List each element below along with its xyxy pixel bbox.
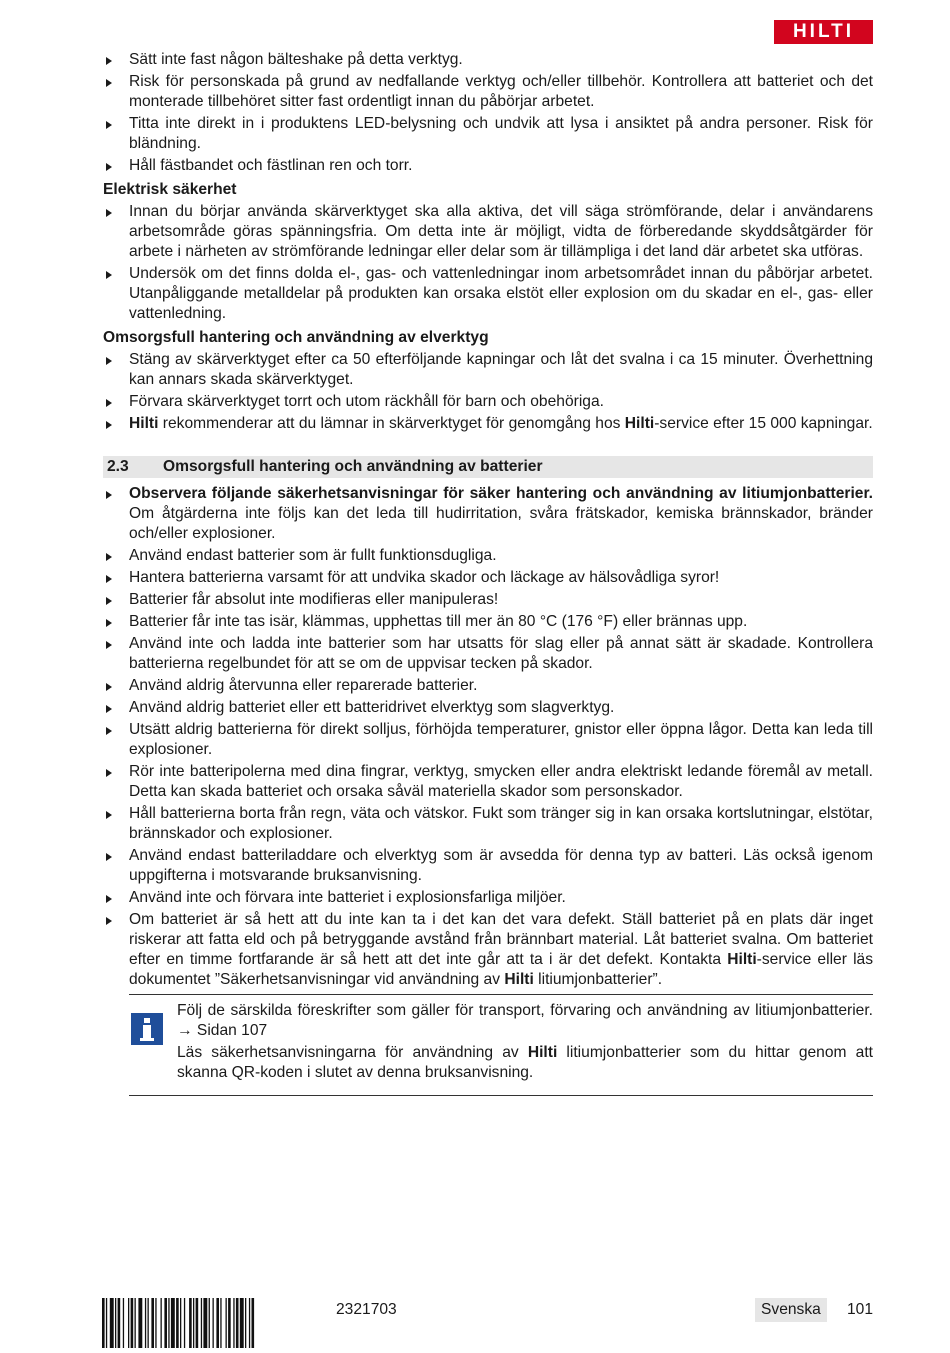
electrical-safety-heading: Elektrisk säkerhet [103, 181, 237, 198]
list-item: Hantera batterierna varsamt för att undvika skador och läckage av hälsovådliga syror! [103, 568, 873, 588]
info-note [129, 994, 873, 1096]
list-item: Stäng av skärverktyget efter ca 50 efterföljande kapningar och låt det svalna i ca 15 minuter. Överhettning kan annars skada skärverktyget. [103, 350, 873, 390]
list-item: Sätt inte fast någon bälteshake på detta verktyg. [103, 50, 873, 70]
battery-list [103, 484, 873, 990]
list-item: Använd inte och förvara inte batteriet i explosionsfarliga miljöer. [103, 888, 873, 908]
list-item-text: -service eller läs dokumentet ”Säkerhetsanvisningar vid användning av [129, 951, 873, 988]
electrical-list [103, 202, 873, 324]
list-item-text: Om batteriet är så hett att du inte kan ta i det kan det vara defekt. Ställ batteriet på en plats där inget riskerar att fatta eld och på betryggande avstånd från brännbart material. Låt batteriet svalna. Om batteriet efter en timme fortfarande är så hett att det inte går att ta i är det defekt. Kontakta [129, 911, 873, 968]
list-item: Undersök om det finns dolda el-, gas- och vattenledningar inom arbetsområdet innan du påbörjar arbetet. Utanpåliggande metalldelar på produkten kan orsaka elstöt eller explosion om du skadar en el-, gas- eller vattenledning. [103, 264, 873, 324]
list-item-bold: Observera följande säkerhetsanvisningar för säker hantering och användning av litiumjonbatterier. [129, 485, 873, 502]
list-item: Använd aldrig batteriet eller ett batteridrivet elverktyg som slagverktyg. [103, 698, 873, 718]
list-item-text: rekommenderar att du lämnar in skärverktyget för genomgång hos [158, 415, 625, 432]
list-item: Håll fästbandet och fästlinan ren och torr. [103, 156, 873, 176]
section-number: 2.3 [107, 458, 129, 475]
list-item: Batterier får absolut inte modifieras eller manipuleras! [103, 590, 873, 610]
section-title: Omsorgsfull hantering och användning av batterier [163, 458, 543, 475]
page-number: 101 [846, 1301, 873, 1318]
list-item: Titta inte direkt in i produktens LED-belysning och undvik att lysa i ansiktet på andra personer. Risk för bländning. [103, 114, 873, 154]
brand-name: Hilti [527, 1044, 558, 1061]
list-item: Använd endast batteriladdare och elverktyg som är avsedda för denna typ av batteri. Läs också igenom uppgifterna i motsvarande bruksanvisning. [103, 846, 873, 886]
list-item-text: -service efter 15 000 kapningar. [654, 415, 873, 432]
hilti-logo: HILTI [774, 20, 873, 44]
list-item: Använd aldrig återvunna eller reparerade batterier. [103, 676, 873, 696]
barcode [100, 1298, 320, 1348]
list-item: Håll batterierna borta från regn, väta och vätskor. Fukt som tränger sig in kan orsaka kortslutningar, elstötar, brännskador och explosioner. [103, 804, 873, 844]
list-item: Batterier får inte tas isär, klämmas, upphettas till mer än 80 °C (176 °F) eller brännas upp. [103, 612, 873, 632]
note-line: Läs säkerhetsanvisningarna för användning av Hilti litiumjonbatterier som du hittar genom att skanna QR-koden i slutet av denna bruksanvisning. [177, 1044, 873, 1081]
brand-name: Hilti [727, 951, 757, 968]
tool-care-list [103, 350, 873, 434]
list-item-text: Om åtgärderna inte följs kan det leda till hudirritation, svåra frätskador, kemiska brännskador, bränder och/eller explosioner. [129, 505, 873, 542]
list-item: Använd endast batterier som är fullt funktionsdugliga. [103, 546, 873, 566]
list-item: Använd inte och ladda inte batterier som har utsatts för slag eller på annat sätt är skadade. Kontrollera batterierna regelbundet för att se om de uppvisar tecken på skador. [103, 634, 873, 674]
info-icon [131, 1013, 163, 1045]
brand-name: Hilti [129, 415, 159, 432]
page-footer [100, 1298, 873, 1348]
list-item: Förvara skärverktyget torrt och utom räckhåll för barn och obehöriga. [103, 392, 873, 412]
list-item-text: litiumjonbatterier”. [533, 971, 663, 988]
list-item [103, 414, 873, 434]
section-header [103, 456, 873, 478]
list-item: Utsätt aldrig batterierna för direkt solljus, förhöjda temperaturer, gnistor eller öppna lågor. Detta kan leda till explosioner. [103, 720, 873, 760]
list-item [103, 484, 873, 544]
tool-care-heading: Omsorgsfull hantering och användning av elverktyg [103, 329, 489, 346]
document-number: 2321703 [336, 1301, 397, 1318]
language-label: Svenska [755, 1298, 827, 1322]
note-line: Följ de särskilda föreskrifter som gäller för transport, förvaring och användning av litiumjonbatterier. → Sidan 107 [177, 1002, 873, 1039]
info-note-text [177, 1001, 873, 1085]
brand-name: Hilti [624, 415, 655, 432]
list-item: Innan du börjar använda skärverktyget ska alla aktiva, det vill säga strömförande, delar i användarens arbetsområde göras spänningsfria. Om detta inte är möjligt, vidta de förberedande skyddsåtgärder för arbete i närheten av strömförande ledningar eller delar som är tillämpliga i det land där arbetet ska utföras. [103, 202, 873, 262]
top-bullet-list [103, 50, 873, 176]
list-item [103, 910, 873, 990]
list-item: Rör inte batteripolerna med dina fingrar, verktyg, smycken eller andra elektriskt ledande föremål av metall. Detta kan skada batteriet och orsaka såväl materiella skador som personskador. [103, 762, 873, 802]
page-content [103, 50, 873, 1096]
list-item: Risk för personskada på grund av nedfallande verktyg och/eller tillbehör. Kontrollera att batteriet och det monterade tillbehöret sitter fast ordentligt innan du påbörjar arbetet. [103, 72, 873, 112]
brand-name: Hilti [504, 971, 534, 988]
